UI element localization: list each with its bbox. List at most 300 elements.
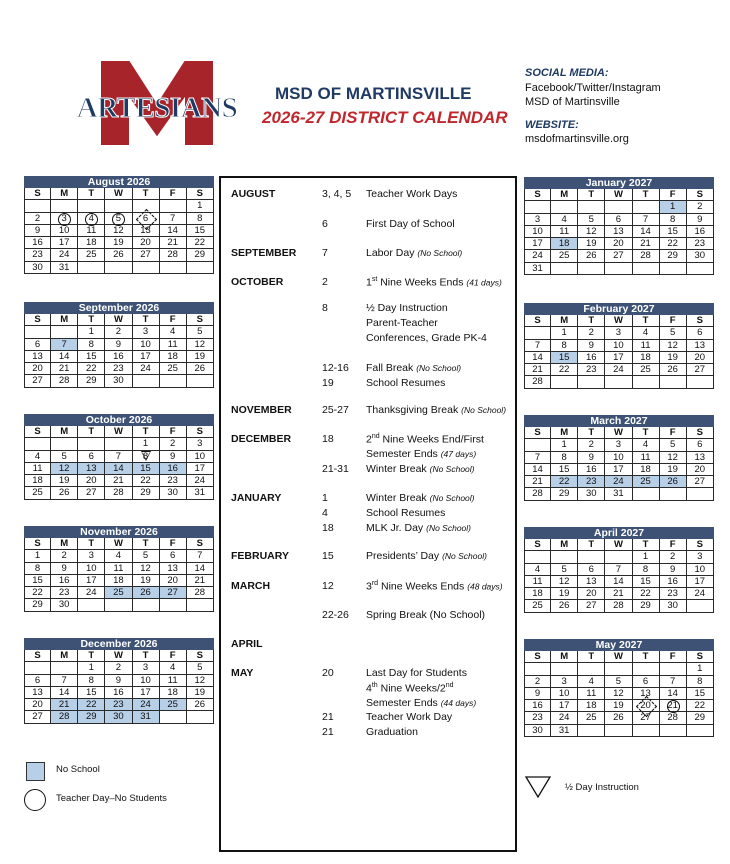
day-cell: 2 (660, 551, 687, 563)
day-cell (133, 599, 160, 611)
day-cell: 19 (660, 352, 687, 364)
day-cell (51, 200, 78, 212)
event-date: 18 (322, 433, 334, 445)
legend-no-school-swatch (26, 762, 45, 781)
day-cell: 17 (78, 575, 105, 587)
day-cell: 12 (660, 340, 687, 352)
day-cell: 6 (687, 439, 714, 451)
day-cell: 31 (524, 263, 551, 275)
day-cell: 26 (187, 699, 214, 711)
day-cell (660, 263, 687, 275)
day-cell: 19 (187, 351, 214, 363)
day-cell: 8 (24, 563, 51, 575)
event-date: 8 (322, 302, 328, 314)
day-cell (578, 263, 605, 275)
day-cell: 2 (105, 326, 132, 338)
month-grid (524, 189, 714, 275)
day-cell: 4 (578, 676, 605, 688)
day-cell: 22 (633, 588, 660, 600)
day-cell: 3 (78, 550, 105, 562)
social-platforms: Facebook/Twitter/Instagram (525, 81, 661, 94)
day-cell: 11 (633, 340, 660, 352)
day-cell: 13 (687, 452, 714, 464)
month-calendar (24, 302, 214, 388)
day-cell: 17 (51, 237, 78, 249)
day-cell: 7 (105, 451, 132, 463)
day-cell: 3 (133, 326, 160, 338)
weekday-header: F (160, 538, 187, 550)
day-cell: 12 (133, 563, 160, 575)
day-cell (578, 663, 605, 675)
day-cell: 23 (51, 587, 78, 599)
day-cell: 10 (51, 225, 78, 237)
event-description: Parent-Teacher (366, 317, 438, 329)
month-grid (524, 539, 714, 613)
month-calendar (524, 639, 714, 737)
day-cell (160, 375, 187, 387)
day-cell: 9 (578, 340, 605, 352)
day-cell: 7 (660, 676, 687, 688)
day-cell: 8 (78, 675, 105, 687)
day-cell: 8 (133, 451, 160, 463)
day-cell: 7 (160, 213, 187, 225)
day-cell: 11 (524, 576, 551, 588)
weekday-header: M (51, 314, 78, 326)
day-cell: 24 (133, 699, 160, 711)
weekday-header: W (605, 539, 632, 551)
day-cell: 25 (524, 600, 551, 612)
day-cell: 21 (105, 475, 132, 487)
day-cell: 25 (633, 476, 660, 488)
day-cell: 7 (605, 564, 632, 576)
day-cell: 18 (633, 464, 660, 476)
day-cell: 6 (687, 327, 714, 339)
day-cell: 10 (78, 563, 105, 575)
day-cell: 20 (24, 699, 51, 711)
weekday-header: T (133, 314, 160, 326)
weekday-header: M (51, 538, 78, 550)
day-cell: 7 (633, 214, 660, 226)
day-cell: 10 (187, 451, 214, 463)
day-cell: 9 (51, 563, 78, 575)
day-cell: 25 (578, 712, 605, 724)
day-cell: 8 (633, 564, 660, 576)
day-cell (605, 663, 632, 675)
day-cell: 11 (160, 675, 187, 687)
month-grid (524, 315, 714, 389)
day-cell: 1 (78, 662, 105, 674)
day-cell: 6 (24, 339, 51, 351)
day-cell (551, 201, 578, 213)
day-cell: 9 (524, 688, 551, 700)
day-cell: 28 (524, 376, 551, 388)
month-calendar (524, 415, 714, 501)
day-cell: 1 (551, 327, 578, 339)
day-cell: 23 (660, 588, 687, 600)
event-description: First Day of School (366, 218, 455, 230)
day-cell: 18 (160, 687, 187, 699)
event-month: SEPTEMBER (231, 247, 297, 259)
day-cell: 6 (605, 214, 632, 226)
day-cell: 22 (551, 364, 578, 376)
day-cell: 18 (578, 700, 605, 712)
website-link[interactable]: msdofmartinsville.org (525, 133, 629, 145)
month-title: December 2026 (24, 638, 214, 650)
day-cell (524, 201, 551, 213)
event-date: 19 (322, 377, 334, 389)
weekday-header: S (687, 315, 714, 327)
day-cell: 30 (160, 487, 187, 499)
day-cell: 20 (24, 363, 51, 375)
day-cell: 23 (105, 363, 132, 375)
weekday-header: S (187, 188, 214, 200)
day-cell (51, 438, 78, 450)
event-date: 15 (322, 550, 334, 562)
day-cell (187, 599, 214, 611)
weekday-header: F (660, 539, 687, 551)
weekday-header: F (660, 651, 687, 663)
day-cell: 15 (78, 351, 105, 363)
day-cell: 19 (133, 575, 160, 587)
weekday-header: W (105, 650, 132, 662)
event-description: 4th Nine Weeks/2nd (366, 682, 454, 695)
day-cell: 6 (24, 675, 51, 687)
day-cell: 4 (524, 564, 551, 576)
day-cell: 7 (524, 452, 551, 464)
day-cell: 15 (551, 352, 578, 364)
month-grid (24, 426, 214, 500)
day-cell: 11 (78, 225, 105, 237)
day-cell: 14 (524, 352, 551, 364)
month-grid (524, 651, 714, 737)
day-cell: 5 (51, 451, 78, 463)
day-cell: 8 (551, 452, 578, 464)
weekday-header: S (24, 538, 51, 550)
day-cell: 15 (551, 464, 578, 476)
day-cell: 29 (687, 712, 714, 724)
day-cell: 14 (605, 576, 632, 588)
day-cell (105, 200, 132, 212)
event-description: Teacher Work Days (366, 188, 458, 200)
day-cell: 12 (660, 452, 687, 464)
day-cell: 30 (105, 711, 132, 723)
day-cell: 27 (578, 600, 605, 612)
month-title: January 2027 (524, 177, 714, 189)
day-cell: 11 (105, 563, 132, 575)
day-cell (524, 551, 551, 563)
day-cell: 29 (78, 375, 105, 387)
day-cell: 22 (78, 363, 105, 375)
event-description: Thanksgiving Break (No School) (366, 404, 507, 416)
day-cell: 8 (78, 339, 105, 351)
day-cell: 9 (105, 675, 132, 687)
event-description: Winter Break (No School) (366, 463, 475, 475)
weekday-header: S (687, 427, 714, 439)
day-cell: 6 (133, 213, 160, 225)
day-cell: 28 (160, 249, 187, 261)
day-cell: 20 (687, 352, 714, 364)
day-cell: 16 (105, 687, 132, 699)
day-cell: 24 (605, 364, 632, 376)
day-cell: 27 (24, 711, 51, 723)
day-cell: 8 (687, 676, 714, 688)
day-cell (524, 439, 551, 451)
event-date: 2 (322, 276, 328, 288)
weekday-header: W (105, 426, 132, 438)
district-logo (72, 58, 242, 150)
day-cell: 1 (687, 663, 714, 675)
day-cell: 8 (187, 213, 214, 225)
event-date: 22-26 (322, 609, 349, 621)
weekday-header: M (551, 427, 578, 439)
event-month: FEBRUARY (231, 550, 289, 562)
day-cell (51, 326, 78, 338)
day-cell: 7 (51, 339, 78, 351)
weekday-header: T (78, 426, 105, 438)
event-description: School Resumes (366, 507, 446, 519)
event-description: Winter Break (No School) (366, 492, 475, 504)
day-cell (133, 375, 160, 387)
events-list (219, 176, 517, 852)
day-cell: 1 (660, 201, 687, 213)
event-month: DECEMBER (231, 433, 292, 445)
weekday-header: S (187, 538, 214, 550)
day-cell: 3 (551, 676, 578, 688)
day-cell: 22 (78, 699, 105, 711)
weekday-header: F (660, 427, 687, 439)
day-cell: 4 (633, 327, 660, 339)
weekday-header: T (578, 539, 605, 551)
day-cell: 2 (160, 438, 187, 450)
legend-triangle-icon (524, 775, 552, 804)
day-cell (160, 599, 187, 611)
event-date: 21 (322, 726, 334, 738)
month-title: May 2027 (524, 639, 714, 651)
day-cell: 22 (133, 475, 160, 487)
day-cell: 28 (605, 600, 632, 612)
day-cell: 30 (578, 488, 605, 500)
day-cell: 10 (605, 452, 632, 464)
day-cell: 16 (578, 352, 605, 364)
day-cell (633, 663, 660, 675)
day-cell: 8 (660, 214, 687, 226)
day-cell: 12 (551, 576, 578, 588)
day-cell (105, 262, 132, 274)
day-cell: 9 (105, 339, 132, 351)
day-cell: 19 (605, 700, 632, 712)
day-cell: 2 (578, 327, 605, 339)
weekday-header: S (187, 426, 214, 438)
month-calendar (524, 303, 714, 389)
day-cell: 27 (160, 587, 187, 599)
day-cell (105, 599, 132, 611)
day-cell: 17 (551, 700, 578, 712)
day-cell (605, 263, 632, 275)
day-cell: 30 (687, 250, 714, 262)
day-cell: 15 (24, 575, 51, 587)
day-cell: 13 (633, 688, 660, 700)
day-cell: 1 (633, 551, 660, 563)
day-cell: 5 (187, 662, 214, 674)
day-cell: 30 (24, 262, 51, 274)
event-description: Semester Ends (47 days) (366, 448, 477, 460)
day-cell: 11 (633, 452, 660, 464)
day-cell (24, 662, 51, 674)
day-cell (660, 725, 687, 737)
month-calendar (24, 526, 214, 612)
weekday-header: W (605, 315, 632, 327)
month-title: August 2026 (24, 176, 214, 188)
day-cell: 27 (133, 249, 160, 261)
day-cell: 15 (133, 463, 160, 475)
day-cell: 28 (633, 250, 660, 262)
event-description: Semester Ends (44 days) (366, 697, 477, 709)
day-cell: 25 (160, 699, 187, 711)
day-cell: 21 (660, 700, 687, 712)
day-cell (187, 262, 214, 274)
day-cell: 10 (524, 226, 551, 238)
day-cell: 8 (551, 340, 578, 352)
day-cell: 12 (187, 339, 214, 351)
day-cell: 4 (160, 662, 187, 674)
day-cell: 20 (78, 475, 105, 487)
weekday-header: W (605, 189, 632, 201)
legend-teacher-day-label: Teacher Day–No Students (56, 793, 167, 804)
day-cell: 13 (24, 687, 51, 699)
day-cell: 18 (633, 352, 660, 364)
day-cell (24, 200, 51, 212)
weekday-header: T (578, 427, 605, 439)
day-cell (24, 438, 51, 450)
month-title: March 2027 (524, 415, 714, 427)
day-cell (551, 663, 578, 675)
day-cell: 3 (187, 438, 214, 450)
event-description: MLK Jr. Day (No School) (366, 522, 471, 534)
day-cell: 23 (687, 238, 714, 250)
day-cell (687, 488, 714, 500)
day-cell: 16 (24, 237, 51, 249)
event-date: 6 (322, 218, 328, 230)
weekday-header: S (524, 651, 551, 663)
day-cell: 18 (24, 475, 51, 487)
day-cell: 28 (51, 711, 78, 723)
weekday-header: S (524, 427, 551, 439)
day-cell (578, 376, 605, 388)
event-description: Fall Break (No School) (366, 362, 462, 374)
day-cell: 18 (551, 238, 578, 250)
day-cell: 12 (187, 675, 214, 687)
day-cell: 10 (133, 675, 160, 687)
day-cell (551, 263, 578, 275)
day-cell: 31 (551, 725, 578, 737)
day-cell: 17 (524, 238, 551, 250)
day-cell: 22 (24, 587, 51, 599)
day-cell: 13 (687, 340, 714, 352)
day-cell: 25 (160, 363, 187, 375)
day-cell: 31 (187, 487, 214, 499)
day-cell: 13 (578, 576, 605, 588)
day-cell: 31 (133, 711, 160, 723)
day-cell (187, 711, 214, 723)
day-cell: 3 (605, 327, 632, 339)
event-date: 12 (322, 580, 334, 592)
day-cell (133, 262, 160, 274)
month-calendar (24, 414, 214, 500)
day-cell: 6 (578, 564, 605, 576)
day-cell: 29 (187, 249, 214, 261)
day-cell: 4 (633, 439, 660, 451)
day-cell: 24 (687, 588, 714, 600)
day-cell: 1 (78, 326, 105, 338)
weekday-header: M (551, 189, 578, 201)
day-cell: 14 (51, 687, 78, 699)
event-description: ½ Day Instruction (366, 302, 448, 314)
weekday-header: F (160, 650, 187, 662)
day-cell: 18 (524, 588, 551, 600)
event-description: 1st Nine Weeks Ends (41 days) (366, 276, 502, 289)
day-cell: 30 (105, 375, 132, 387)
day-cell: 13 (605, 226, 632, 238)
day-cell: 28 (660, 712, 687, 724)
day-cell: 23 (578, 364, 605, 376)
day-cell (160, 711, 187, 723)
day-cell: 15 (660, 226, 687, 238)
day-cell: 16 (660, 576, 687, 588)
day-cell: 27 (687, 476, 714, 488)
day-cell: 21 (51, 699, 78, 711)
legend-half-day-label: ½ Day Instruction (565, 782, 639, 793)
day-cell: 3 (524, 214, 551, 226)
day-cell: 2 (24, 213, 51, 225)
day-cell: 14 (660, 688, 687, 700)
weekday-header: F (660, 189, 687, 201)
day-cell: 10 (687, 564, 714, 576)
weekday-header: T (578, 651, 605, 663)
day-cell: 10 (133, 339, 160, 351)
day-cell: 25 (24, 487, 51, 499)
event-description: Conferences, Grade PK-4 (366, 332, 487, 344)
day-cell: 28 (105, 487, 132, 499)
day-cell: 15 (687, 688, 714, 700)
weekday-header: W (105, 314, 132, 326)
day-cell: 20 (578, 588, 605, 600)
day-cell: 19 (187, 687, 214, 699)
weekday-header: S (24, 426, 51, 438)
day-cell: 24 (133, 363, 160, 375)
day-cell: 16 (160, 463, 187, 475)
day-cell: 20 (687, 464, 714, 476)
event-date: 12-16 (322, 362, 349, 374)
event-month: MAY (231, 667, 254, 679)
day-cell (24, 326, 51, 338)
day-cell: 28 (51, 375, 78, 387)
weekday-header: M (51, 426, 78, 438)
day-cell: 19 (660, 464, 687, 476)
day-cell: 1 (133, 438, 160, 450)
day-cell: 6 (633, 676, 660, 688)
month-calendar (24, 638, 214, 724)
day-cell (160, 200, 187, 212)
day-cell: 10 (605, 340, 632, 352)
day-cell (633, 263, 660, 275)
event-description: Presidents’ Day (No School) (366, 550, 487, 562)
day-cell: 25 (78, 249, 105, 261)
event-month: JANUARY (231, 492, 282, 504)
day-cell: 24 (524, 250, 551, 262)
weekday-header: T (633, 651, 660, 663)
weekday-header: T (78, 650, 105, 662)
weekday-header: S (524, 189, 551, 201)
